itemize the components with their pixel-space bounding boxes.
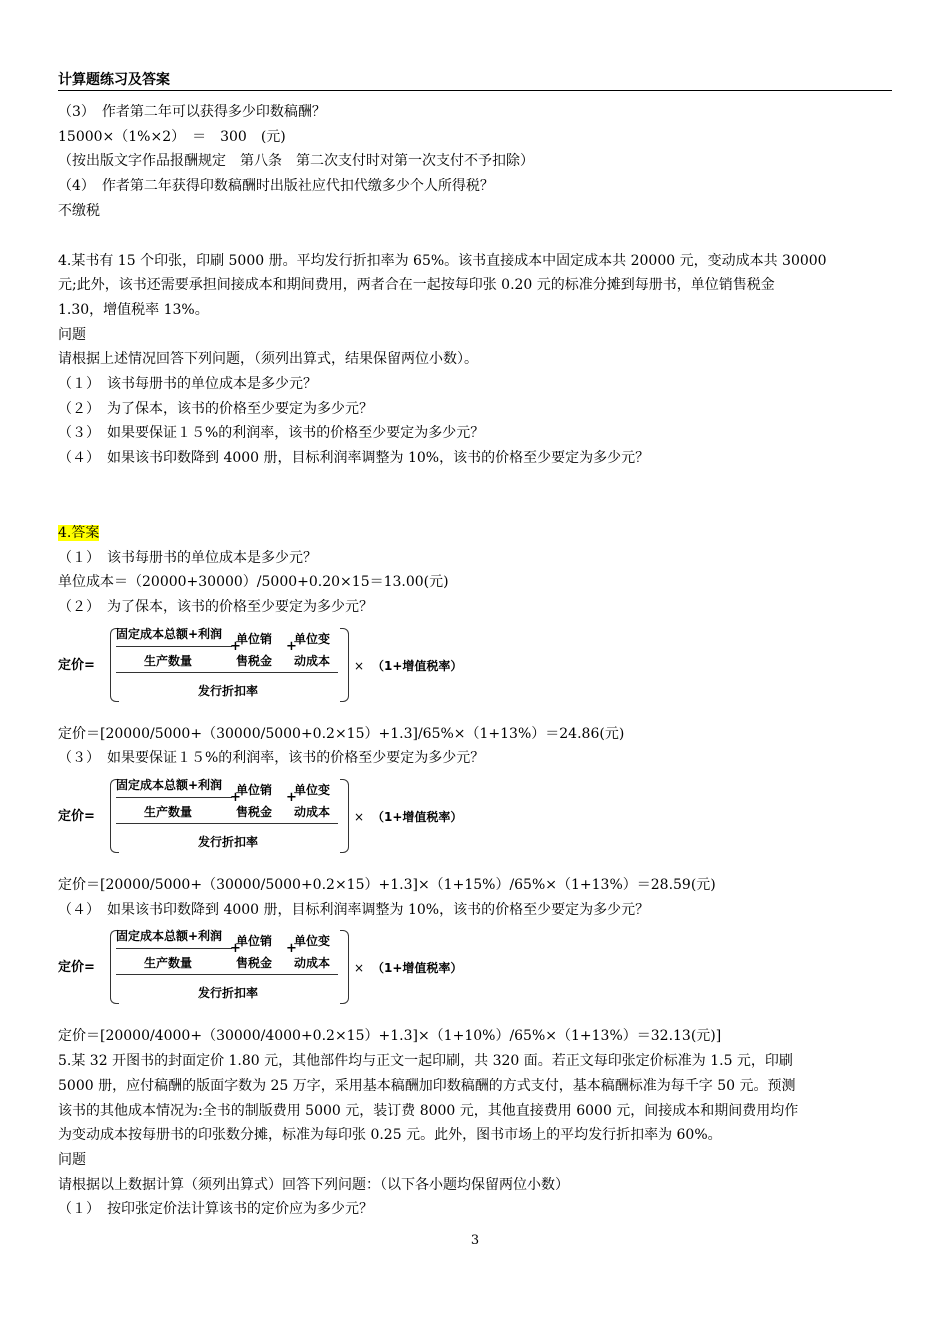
formula-tax-bottom: 售税金	[236, 805, 273, 820]
formula-tax-top: 单位销	[236, 934, 273, 949]
text-line: 1.30，增值税率 13%。	[58, 301, 209, 318]
header-title: 计算题练习及答案	[58, 72, 170, 88]
formula-tax-bottom: 售税金	[236, 956, 273, 971]
formula-label: 定价=	[58, 809, 95, 825]
formula-vat: （1+增值税率）	[372, 810, 463, 825]
text-line: 请根据以上数据计算（须列出算式）回答下列问题：（以下各小题均保留两位小数）	[58, 1176, 569, 1193]
text-line: 定价＝[20000/5000+（30000/5000+0.2×15）+1.3]/65%×（1+13%）＝24.86(元)	[58, 725, 625, 742]
text-line: （２） 为了保本，该书的价格至少要定为多少元？	[58, 400, 373, 417]
formula-plus: +	[286, 638, 297, 654]
formula-tax-top: 单位销	[236, 631, 273, 646]
page-number: 3	[470, 1233, 480, 1248]
text-line: 问题	[58, 1151, 86, 1168]
text-line: 该书的其他成本情况为:全书的制版费用 5000 元，装订费 8000 元，其他直接费用 6000 元，间接成本和期间费用均作	[58, 1102, 799, 1119]
formula-var-bottom: 动成本	[294, 653, 331, 668]
text-line: （按出版文字作品报酬规定 第八条 第二次支付时对第一次支付不予扣除）	[58, 153, 534, 170]
text-line: 5.某 32 开图书的封面定价 1.80 元，其他部件均与正文一起印刷，共 320 面。若正文每印张定价标准为 1.5 元，印刷	[58, 1053, 793, 1070]
formula-inner-line	[116, 948, 232, 949]
text-line: （１） 按印张定价法计算该书的定价应为多少元？	[58, 1201, 373, 1218]
formula-plus: +	[230, 941, 241, 957]
text-line: （１） 该书每册书的单位成本是多少元？	[58, 549, 317, 566]
formula-var-top: 单位变	[294, 934, 331, 949]
page-header	[58, 68, 892, 91]
formula-main-line	[116, 672, 338, 673]
document-body	[58, 100, 898, 1222]
formula-tax-top: 单位销	[236, 783, 273, 798]
text-line: 为变动成本按每册书的印张数分摊，标准为每印张 0.25 元。此外，图书市场上的平均发行折扣率为 60%。	[58, 1127, 722, 1144]
formula-fixed-bottom: 生产数量	[144, 805, 193, 820]
formula-plus: +	[286, 790, 297, 806]
formula-plus: +	[286, 941, 297, 957]
formula-tax-bottom: 售税金	[236, 653, 273, 668]
formula-bracket-right	[340, 628, 349, 702]
text-line: 定价＝[20000/5000+（30000/5000+0.2×15）+1.3]×（1+15%）/65%×（1+13%）＝28.59(元)	[58, 877, 716, 894]
formula-times: ×	[354, 961, 365, 976]
formula-fixed-bottom: 生产数量	[144, 653, 193, 668]
formula-var-bottom: 动成本	[294, 956, 331, 971]
formula-vat: （1+增值税率）	[372, 658, 463, 673]
text-line: （4） 作者第二年获得印数稿酬时出版社应代扣代缴多少个人所得税？	[58, 178, 494, 195]
formula-fixed-top: 固定成本总额+利润	[116, 929, 223, 944]
text-line: （3） 作者第二年可以获得多少印数稿酬？	[58, 104, 326, 120]
formula-var-bottom: 动成本	[294, 805, 331, 820]
answer-heading	[58, 521, 898, 546]
formula-var-top: 单位变	[294, 783, 331, 798]
formula-bracket-right	[340, 930, 349, 1004]
formula-label: 定价=	[58, 657, 95, 673]
formula-label: 定价=	[58, 960, 95, 976]
text-line: （４） 如果该书印数降到 4000 册，目标利润率调整为 10%，该书的价格至少要定为多少元？	[58, 450, 650, 467]
formula-fixed-bottom: 生产数量	[144, 956, 193, 971]
text-line: 4.某书有 15 个印张，印刷 5000 册。平均发行折扣率为 65%。该书直接成本中固定成本共 20000 元，变动成本共 30000	[58, 252, 827, 269]
price-formula	[58, 622, 478, 722]
text-line: （３） 如果要保证１５%的利润率，该书的价格至少要定为多少元？	[58, 425, 485, 442]
price-formula	[58, 924, 478, 1024]
text-line: 定价＝[20000/4000+（30000/4000+0.2×15）+1.3]×（1+10%）/65%×（1+13%）＝32.13(元)]	[58, 1028, 722, 1045]
formula-main-line	[116, 974, 338, 975]
formula-inner-line	[116, 797, 232, 798]
text-line: 单位成本＝（20000+30000）/5000+0.20×15＝13.00(元)	[58, 574, 449, 591]
formula-var-top: 单位变	[294, 631, 331, 646]
formula-plus: +	[230, 790, 241, 806]
text-line: 15000×（1%×2） ＝ 300 (元)	[58, 128, 286, 145]
text-line: （３） 如果要保证１５%的利润率，该书的价格至少要定为多少元？	[58, 750, 485, 767]
formula-vat: （1+增值税率）	[372, 961, 463, 976]
formula-times: ×	[354, 658, 365, 673]
formula-fixed-top: 固定成本总额+利润	[116, 778, 223, 793]
text-line: （４） 如果该书印数降到 4000 册，目标利润率调整为 10%，该书的价格至少要定为多少元？	[58, 901, 650, 918]
formula-denominator: 发行折扣率	[198, 986, 259, 1001]
text-line: 元;此外，该书还需要承担间接成本和期间费用，两者合在一起按每印张 0.20 元的标准分摊到每册书，单位销售税金	[58, 277, 775, 294]
text-line: （１） 该书每册书的单位成本是多少元？	[58, 376, 317, 393]
text-line: 5000 册，应付稿酬的版面字数为 25 万字，采用基本稿酬加印数稿酬的方式支付，基本稿酬标准为每千字 50 元。预测	[58, 1077, 796, 1094]
formula-inner-line	[116, 646, 232, 647]
price-formula	[58, 773, 478, 873]
formula-denominator: 发行折扣率	[198, 835, 259, 850]
formula-plus: +	[230, 638, 241, 654]
formula-fixed-top: 固定成本总额+利润	[116, 626, 223, 641]
text-line: （２） 为了保本，该书的价格至少要定为多少元？	[58, 598, 373, 615]
text-line: 不缴税	[58, 202, 100, 219]
text-line: 问题	[58, 326, 86, 343]
answer-heading-text: 4.答案	[58, 524, 100, 541]
formula-main-line	[116, 823, 338, 824]
formula-times: ×	[354, 810, 365, 825]
text-line: 请根据上述情况回答下列问题，（须列出算式，结果保留两位小数）。	[58, 351, 478, 368]
formula-denominator: 发行折扣率	[198, 683, 259, 698]
formula-bracket-right	[340, 779, 349, 853]
